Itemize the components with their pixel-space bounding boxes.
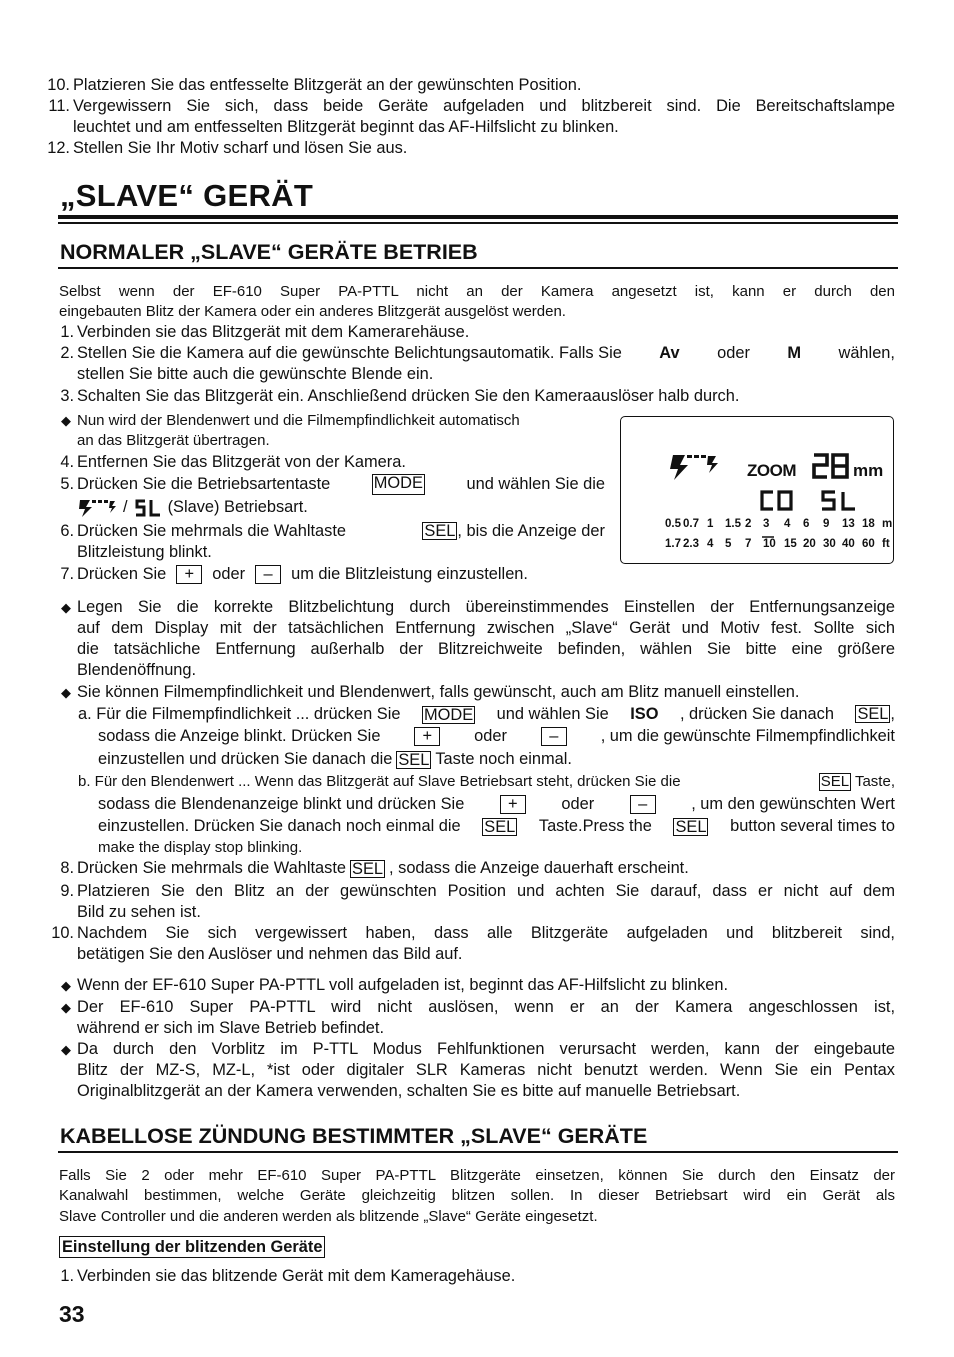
zoom-label: ZOOM — [747, 461, 796, 480]
feet-scale-tick: 10 — [763, 538, 776, 550]
section-rule — [58, 1151, 898, 1153]
feet-scale-tick: 15 — [784, 538, 797, 550]
note-text: Originalblitzgerät an der Kamera verwenden, schalten Sie es bitte auf manuelle Betriebsart. — [77, 1082, 741, 1100]
sel-key: SEL — [398, 750, 430, 769]
step-text: Drücken Sie mehrmals die Wahltaste SEL , bis die Anzeige der — [77, 522, 605, 540]
section-heading: NORMALER „SLAVE“ GERÄTE BETRIEB — [60, 240, 478, 264]
title-rule — [58, 215, 898, 219]
bullet-diamond-icon: ◆ — [61, 413, 71, 428]
note-text: Blendenöffnung. — [77, 661, 197, 679]
meter-scale-tick: 0.7 — [683, 518, 699, 530]
feet-scale-tick: 60 — [862, 538, 875, 550]
intro-text: Kanalwahl bestimmen, welche Geräte gleichzeitig blitzen sollen. In dieser Betriebsart wird ein Gerät als — [59, 1187, 895, 1204]
meter-scale-tick: 6 — [803, 518, 810, 530]
list-number: 1. — [60, 1267, 74, 1285]
sel-key: SEL — [675, 817, 707, 836]
meter-scale — [665, 518, 893, 534]
step-text: Bild zu sehen ist. — [77, 903, 201, 921]
step-text: Blitzleistung blinkt. — [77, 543, 212, 561]
sub-step-a: a. Für die Filmempfindlichkeit ... drücken Sie MODE und wählen Sie ISO , drücken Sie danach SEL , — [78, 705, 895, 724]
sel-key: SEL — [424, 522, 456, 540]
note-text: Sie können Filmempfindlichkeit und Blendenwert, falls gewünscht, auch am Blitz manuell einstellen. — [77, 683, 800, 701]
minus-key: – — [541, 727, 567, 746]
note-text: Da durch den Vorblitz im P-TTL Modus Fehlfunktionen verursacht werden, kann der eingebaute — [77, 1040, 895, 1058]
list-number: 10. — [51, 924, 74, 942]
note-text: Wenn der EF-610 Super PA-PTTL voll aufgeladen ist, beginnt das AF-Hilfslicht zu blinken. — [77, 976, 729, 994]
zoom-28-segment — [814, 455, 847, 477]
meter-scale-tick: 9 — [823, 518, 830, 530]
meter-scale-tick: 13 — [842, 518, 855, 530]
list-number: 1. — [60, 323, 74, 341]
list-number: 9. — [60, 882, 74, 900]
title-rule-thin — [58, 222, 898, 224]
feet-scale-tick: 4 — [707, 538, 714, 550]
note-text: Der EF-610 Super PA-PTTL wird nicht auslösen, wenn er an der Kamera angeschlossen ist, — [77, 998, 895, 1016]
plus-key: + — [500, 795, 526, 814]
feet-scale-tick: 30 — [823, 538, 836, 550]
section-rule — [58, 267, 898, 269]
feet-scale-tick: 20 — [803, 538, 816, 550]
list-number: 11. — [48, 97, 70, 115]
step-text: stellen Sie bitte auch die gewünschte Blende ein. — [77, 365, 434, 383]
meter-scale-tick: 1 — [707, 518, 714, 530]
note-text: Legen Sie die korrekte Blitzbelichtung durch übereinstimmendes Einstellen der Entfernungsanzeige — [77, 598, 895, 616]
list-item: leuchtet und am entfesselten Blitzgerät beginnt das AF-Hilfslicht zu blinken. — [73, 118, 619, 136]
step-text: Drücken Sie + oder – um die Blitzleistung einzustellen. — [77, 565, 528, 583]
intro-text: Slave Controller und die anderen werden als blitzende „Slave“ Geräte eingesetzt. — [59, 1208, 598, 1225]
plus-key: + — [414, 727, 440, 746]
list-number: 12. — [47, 139, 70, 157]
feet-scale-tick: 2.3 — [683, 538, 699, 550]
step-text: Nachdem Sie sich vergewissert haben, dass alle Blitzgeräte aufgeladen und blitzbereit sind, — [77, 924, 895, 942]
minus-key: – — [255, 565, 281, 584]
meter-scale-tick: 0.5 — [665, 518, 681, 530]
step-text: Platzieren Sie den Blitz an der gewünschten Position und achten Sie darauf, dass er nicht auf dem — [77, 882, 895, 900]
minus-key: – — [630, 795, 656, 814]
note-text: Blitz der MZ-S, MZ-L, *ist oder digitaler SLR Kameras nicht benutzt werden. Wenn Sie ein Pentax — [77, 1061, 895, 1079]
sub-step-b: b. Für den Blendenwert ... Wenn das Blitzgerät auf Slave Betriebsart steht, drücken Sie die SEL Taste, — [78, 773, 895, 790]
zoom-unit: mm — [853, 461, 884, 480]
feet-scale-unit: ft — [882, 538, 890, 550]
list-number: 7. — [60, 565, 74, 583]
section-heading: KABELLOSE ZÜNDUNG BESTIMMTER „SLAVE“ GERÄTE — [60, 1124, 648, 1148]
page-title: „SLAVE“ GERÄT — [60, 178, 314, 213]
step-text: Schalten Sie das Blitzgerät ein. Anschließend drücken Sie den Kameraauslöser halb durch. — [77, 387, 740, 405]
feet-scale-tick: 40 — [842, 538, 855, 550]
sel-key: SEL — [857, 705, 889, 723]
note-text: auf dem Display mit der tatsächlichen Entfernung zwischen „Slave“ Gerät und Motiv fest. Sollte sich — [77, 619, 895, 637]
mode-key: MODE — [372, 474, 425, 495]
note-text: an das Blitzgerät übertragen. — [77, 432, 270, 449]
list-number: 3. — [60, 387, 74, 405]
step-text: Stellen Sie die Kamera auf die gewünschte Belichtungsautomatik. Falls Sie Av oder M wählen, — [77, 344, 895, 362]
bullet-diamond-icon: ◆ — [61, 1042, 71, 1057]
step-text: betätigen Sie den Auslöser und nehmen das Bild auf. — [77, 945, 463, 963]
feet-scale-tick: 7 — [745, 538, 752, 550]
list-number: 6. — [60, 522, 74, 540]
step-text: Drücken Sie die Betriebsartentaste MODE und wählen Sie die — [77, 474, 605, 493]
sub-step-a: einzustellen und drücken Sie danach die SEL Taste noch einmal. — [98, 750, 572, 769]
step-text: Entfernen Sie das Blitzgerät von der Kamera. — [77, 453, 406, 471]
intro-text: eingebauten Blitz der Kamera oder ein anderes Blitzgerät ausgelöst werden. — [59, 303, 566, 320]
list-number: 5. — [60, 475, 74, 493]
list-number: 8. — [60, 859, 74, 877]
list-number: 2. — [60, 344, 74, 362]
page-number: 33 — [59, 1301, 85, 1327]
sub-heading: Einstellung der blitzenden Geräte — [59, 1236, 325, 1258]
feet-scale-tick: 5 — [725, 538, 732, 550]
list-number: 4. — [60, 453, 74, 471]
note-text: die tatsächliche Entfernung außerhalb der Blitzreichweite befinden, wählen Sie bitte eine größere — [77, 640, 895, 658]
meter-scale-tick: 18 — [862, 518, 875, 530]
feet-scale-tick: 1.7 — [665, 538, 681, 550]
bullet-diamond-icon: ◆ — [61, 685, 71, 700]
sub-step-b: einzustellen. Drücken Sie danach noch einmal die SEL Taste.Press the SEL button several times to — [98, 817, 895, 836]
list-item: Platzieren Sie das entfesselte Blitzgerät an der gewünschten Position. — [73, 76, 582, 94]
list-item: Stellen Sie Ihr Motiv scharf und lösen Sie aus. — [73, 139, 408, 157]
bullet-diamond-icon: ◆ — [61, 600, 71, 615]
meter-scale-unit: m — [882, 518, 893, 530]
co-segment — [762, 492, 791, 509]
meter-scale-tick: 2 — [745, 518, 752, 530]
mode-text — [621, 417, 622, 418]
sub-step-b: make the display stop blinking. — [98, 839, 303, 856]
plus-key: + — [176, 565, 202, 584]
feet-scale — [665, 538, 890, 554]
intro-text: Selbst wenn der EF-610 Super PA-PTTL nicht an der Kamera angesetzt ist, kann er durch den — [59, 283, 895, 300]
step-text: Verbinden sie das blitzende Gerät mit dem Kameragehäuse. — [77, 1267, 516, 1285]
slave-flash-lcd-icon — [670, 455, 718, 480]
sl-segment-icon — [134, 498, 162, 518]
note-text: während er sich im Slave Betrieb befindet. — [77, 1019, 385, 1037]
bullet-diamond-icon: ◆ — [61, 1000, 71, 1015]
note-text: Nun wird der Blendenwert und die Filmempfindlichkeit automatisch — [77, 412, 520, 429]
sl-segment — [822, 492, 855, 509]
sel-key: SEL — [820, 773, 850, 790]
meter-scale-tick: 3 — [763, 518, 770, 530]
mode-key: MODE — [423, 705, 474, 724]
sel-key: SEL — [352, 859, 384, 878]
list-number: 10. — [47, 76, 70, 94]
sub-step-b: sodass die Blendenanzeige blinkt und drücken Sie + oder – , um den gewünschten Wert — [98, 795, 895, 813]
step-text: / (Slave) Betriebsart. — [77, 497, 308, 518]
list-item: Vergewissern Sie sich, dass beide Geräte aufgeladen und blitzbereit sind. Die Bereitschaftslampe — [73, 97, 895, 115]
sel-key: SEL — [484, 817, 516, 836]
lcd-display — [620, 416, 894, 564]
sub-step-a: sodass die Anzeige blinkt. Drücken Sie + oder – , um die gewünschte Filmempfindlichkeit — [98, 727, 895, 745]
meter-scale-tick: 1.5 — [725, 518, 741, 530]
step-text: Drücken Sie mehrmals die Wahltaste SEL , sodass die Anzeige dauerhaft erscheint. — [77, 859, 689, 878]
intro-text: Falls Sie 2 oder mehr EF-610 Super PA-PTTL Blitzgeräte einsetzen, können Sie durch den Einsatz der — [59, 1167, 895, 1184]
step-text: Verbinden sie das Blitzgerät mit dem Kamerагehäuse. — [77, 323, 470, 341]
bullet-diamond-icon: ◆ — [61, 978, 71, 993]
meter-scale-tick: 4 — [784, 518, 791, 530]
slave-flash-icon — [77, 498, 117, 518]
